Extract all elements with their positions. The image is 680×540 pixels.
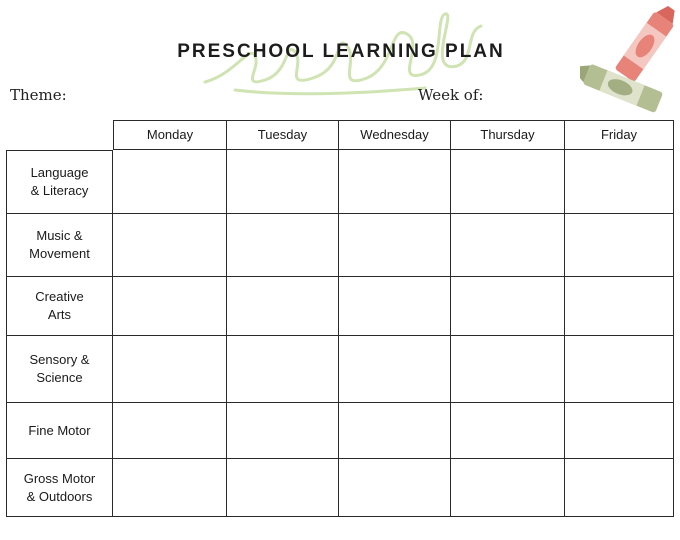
plan-cell[interactable] (113, 277, 227, 336)
plan-cell[interactable] (565, 277, 674, 336)
plan-cell[interactable] (113, 459, 227, 517)
plan-cell[interactable] (339, 214, 451, 277)
plan-cell[interactable] (227, 403, 339, 459)
plan-cell[interactable] (227, 150, 339, 214)
day-header: Thursday (451, 120, 565, 150)
plan-cell[interactable] (565, 459, 674, 517)
plan-cell[interactable] (451, 403, 565, 459)
plan-cell[interactable] (339, 459, 451, 517)
day-header: Wednesday (339, 120, 451, 150)
plan-cell[interactable] (565, 150, 674, 214)
plan-cell[interactable] (227, 459, 339, 517)
week-of-label: Week of: (418, 86, 484, 104)
plan-cell[interactable] (451, 459, 565, 517)
day-header: Monday (113, 120, 227, 150)
plan-cell[interactable] (339, 277, 451, 336)
plan-cell[interactable] (113, 336, 227, 403)
page-title: PRESCHOOL LEARNING PLAN (177, 41, 505, 62)
plan-cell[interactable] (451, 150, 565, 214)
plan-cell[interactable] (451, 336, 565, 403)
plan-cell[interactable] (113, 214, 227, 277)
day-header: Tuesday (227, 120, 339, 150)
plan-cell[interactable] (227, 214, 339, 277)
plan-cell[interactable] (113, 150, 227, 214)
category-label: Creative Arts (6, 277, 113, 336)
plan-cell[interactable] (227, 336, 339, 403)
category-label: Gross Motor & Outdoors (6, 459, 113, 517)
plan-cell[interactable] (339, 336, 451, 403)
lesson-plan-table (6, 120, 674, 517)
plan-cell[interactable] (451, 277, 565, 336)
plan-cell[interactable] (565, 214, 674, 277)
theme-label: Theme: (10, 86, 67, 104)
plan-cell[interactable] (227, 277, 339, 336)
category-label: Language & Literacy (6, 150, 113, 214)
category-label: Fine Motor (6, 403, 113, 459)
plan-cell[interactable] (565, 403, 674, 459)
plan-cell[interactable] (339, 403, 451, 459)
plan-cell[interactable] (339, 150, 451, 214)
plan-cell[interactable] (113, 403, 227, 459)
day-header: Friday (565, 120, 674, 150)
category-label: Sensory & Science (6, 336, 113, 403)
plan-cell[interactable] (565, 336, 674, 403)
category-label: Music & Movement (6, 214, 113, 277)
corner-cell (6, 120, 113, 150)
plan-cell[interactable] (451, 214, 565, 277)
